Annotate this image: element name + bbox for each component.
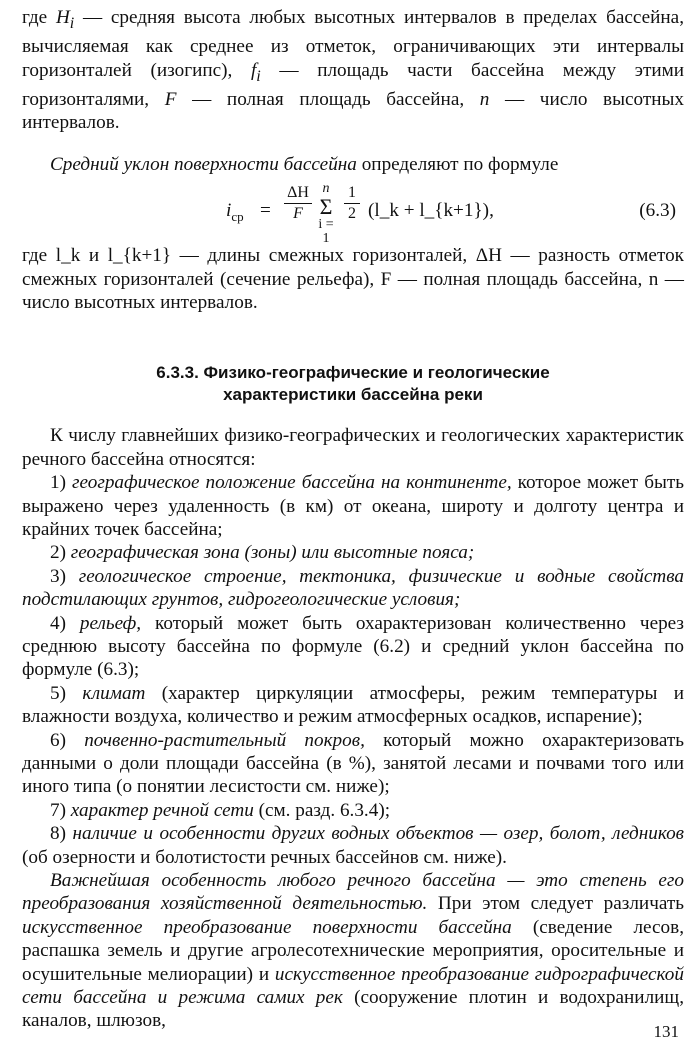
formula-equals: = <box>260 200 271 222</box>
text: — средняя высота любых высотных интервалов в пределах бассейна, вычисляемая как среднее из отметок, ограничивающих эти интервалы горизонталей (изогипс), <box>22 7 684 81</box>
text: определяют по формуле <box>356 153 559 175</box>
var-f: f <box>250 59 257 81</box>
list-item-6: 6) почвенно-растительный покров, который можно охарактеризовать данными о доли площади бассейна (в %), занятой лесами и почвами того или иного типа (о понятии лесистости см. ниже); <box>22 729 685 798</box>
formula-number: (6.3) <box>639 200 676 222</box>
sub-i: i <box>256 67 261 85</box>
list-item-5: 5) климат (характер циркуляции атмосферы, режим температуры и влажности воздуха, количество и режим атмосферных осадков, испарение); <box>22 682 685 728</box>
formula-fraction-dh-f: ΔH F <box>284 184 312 223</box>
section-heading: 6.3.3. Физико-географические и геологические характеристики бассейна реки <box>156 363 550 405</box>
formula-sum: n Σ i = 1 <box>318 181 334 247</box>
paragraph-formula-definitions: где l_k и l_{k+1} — длины смежных горизонталей, ΔH — разность отметок смежных горизонталей (сечение рельефа), F — полная площадь бассейна, n — число высотных интервалов. <box>22 245 684 313</box>
var-F: F <box>164 88 177 110</box>
page-number: 131 <box>653 1022 679 1041</box>
text: — площадь части бассейна между этими горизонталями, <box>22 59 685 110</box>
paragraph-human-impact: Важнейшая особенность любого речного бассейна — это степень его преобразования хозяйственной деятельностью. При этом следует различать искусственное преобразование поверхности бассейна (сведение лесов, распашка земель и другие агролесотехнические мероприятия, оросительные и осушительные мелиорации) и искусственное преобразование гидрографической сети бассейна и режима самих рек (сооружение плотин и водохранилищ, каналов, шлюзов, <box>22 870 685 1032</box>
list-item-4: 4) рельеф, который может быть охарактеризован количественно через среднюю высоту бассейна по формуле (6.2) и средний уклон бассейна по формуле (6.3); <box>22 612 685 681</box>
paragraph-definitions <box>22 6 684 135</box>
text: — полная площадь бассейна, <box>176 88 480 110</box>
sub-i: i <box>69 14 75 32</box>
list-item-7: 7) характер речной сети (см. разд. 6.3.4); <box>50 799 391 821</box>
formula-rhs: (l_k + l_{k+1}), <box>368 200 494 222</box>
var-H: H <box>55 7 70 28</box>
text: где <box>22 7 56 28</box>
page-content <box>22 6 684 1033</box>
list-item-2: 2) географическая зона (зоны) или высотные пояса; <box>50 542 475 564</box>
paragraph-slope-intro <box>22 153 684 176</box>
list-item-8: 8) наличие и особенности других водных объектов — озер, болот, ледников (об озерности и болотистости речных бассейнов см. ниже). <box>22 823 685 868</box>
list-item-3: 3) геологическое строение, тектоника, физические и водные свойства подстилающих грунтов, гидрогеологические условия; <box>22 565 685 611</box>
formula-lhs: $i_{ср}$ <box>226 200 244 224</box>
text: — число высотных интервалов. <box>22 88 684 134</box>
formula-fraction-half: 1 2 <box>344 184 360 223</box>
formula-6-3 <box>22 178 684 247</box>
var-n: n <box>479 88 490 110</box>
paragraph-intro: К числу главнейших физико-географических и геологических характеристик речного бассейна относятся: <box>22 425 684 470</box>
term-mean-slope: Средний уклон поверхности бассейна <box>50 153 357 175</box>
list-item-1: 1) географическое положение бассейна на континенте, которое может быть выражено через удаленность (в км) от океана, широту и долготу центра и крайних точек бассейна; <box>22 472 684 540</box>
